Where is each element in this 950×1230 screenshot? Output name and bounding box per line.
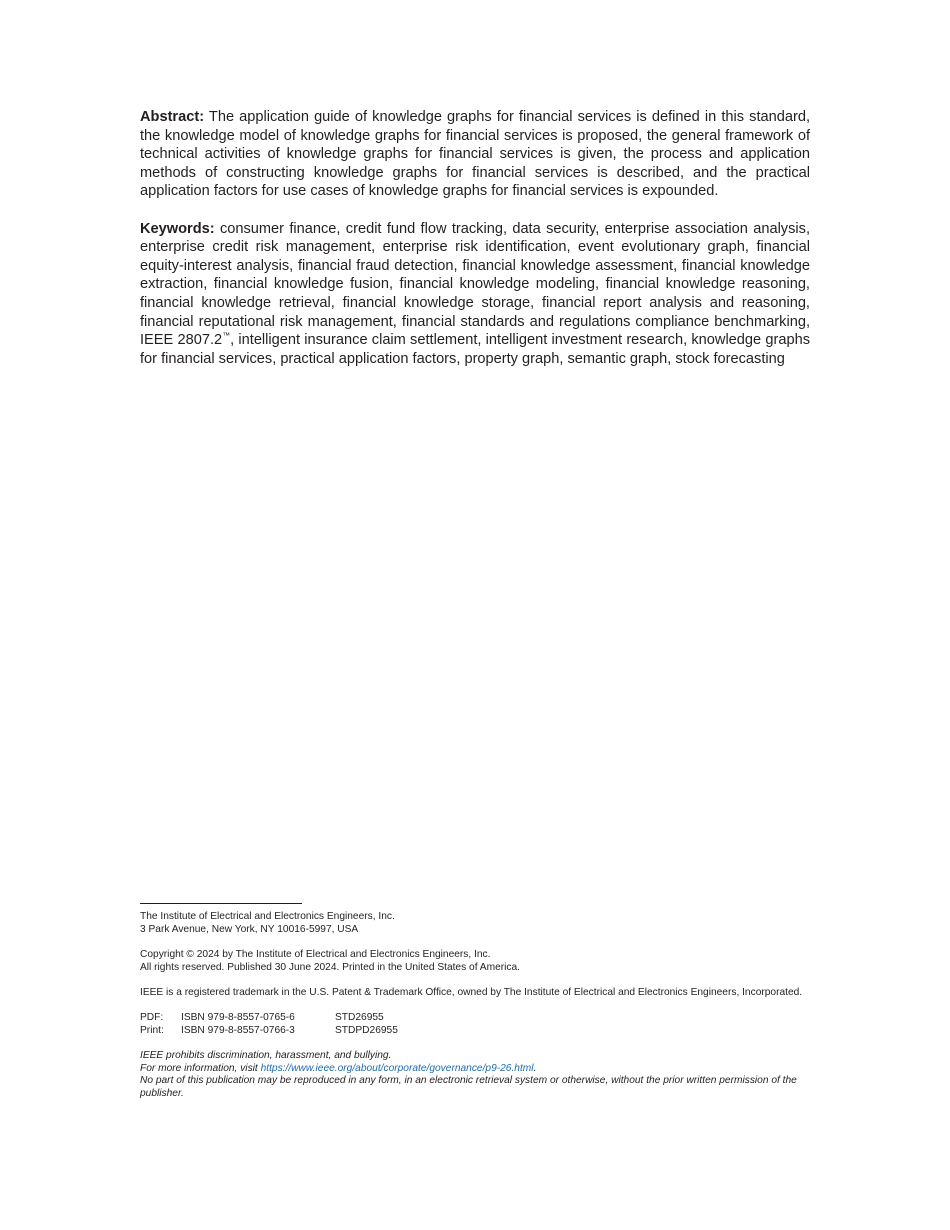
- front-matter-body: [140, 108, 810, 368]
- isbn-number: ISBN 979-8-8557-0766-3: [181, 1024, 295, 1036]
- institute-name: The Institute of Electrical and Electronics Engineers, Inc.: [140, 911, 395, 922]
- isbn-row-print: [140, 1025, 812, 1038]
- isbn-format: Print:: [140, 1024, 164, 1036]
- keywords-label: Keywords:: [140, 220, 215, 237]
- governance-policy-link[interactable]: https://www.ieee.org/about/corporate/governance/p9-26.html: [260, 1062, 534, 1074]
- more-info-prefix: For more information, visit: [140, 1062, 261, 1074]
- isbn-format: PDF:: [140, 1012, 164, 1024]
- more-info-line: [140, 1063, 812, 1076]
- policy-block: [140, 1050, 812, 1101]
- isbn-row-pdf: [140, 1012, 812, 1025]
- keywords-paragraph: [140, 220, 810, 369]
- isbn-std-code: STD26955: [335, 1012, 384, 1024]
- reproduction-notice: No part of this publication may be reproduced in any form, in an electronic retrieval system or otherwise, without the prior written permission of the publisher.: [140, 1075, 797, 1100]
- policy-line: IEEE prohibits discrimination, harassment, and bullying.: [140, 1049, 392, 1061]
- institute-address: 3 Park Avenue, New York, NY 10016-5997, USA: [140, 923, 359, 935]
- isbn-block: [140, 1012, 812, 1037]
- keywords-text-part2: , intelligent insurance claim settlement, intelligent investment research, knowledge graphs for financial services, practical application factors, property graph, semantic graph, stock forecasting: [140, 332, 810, 367]
- copyright-line: Copyright © 2024 by The Institute of Electrical and Electronics Engineers, Inc.: [140, 948, 491, 960]
- rights-line: All rights reserved. Published 30 June 2024. Printed in the United States of America.: [140, 961, 520, 973]
- abstract-paragraph: [140, 108, 810, 201]
- isbn-number: ISBN 979-8-8557-0765-6: [181, 1012, 295, 1024]
- abstract-text: The application guide of knowledge graphs for financial services is defined in this standard, the knowledge model of knowledge graphs for financial services is proposed, the general framework of technical activities of knowledge graphs for financial services is given, the process and application methods of constructing knowledge graphs for financial services is described, and the practical application factors for use cases of knowledge graphs for financial services is expounded.: [140, 109, 811, 200]
- trademark-notice: IEEE is a registered trademark in the U.S. Patent & Trademark Office, owned by The Institute of Electrical and Electronics Engineers, Incorporated.: [140, 986, 803, 998]
- publisher-block: [140, 911, 812, 936]
- footer-divider: [140, 903, 302, 904]
- abstract-label: Abstract:: [140, 109, 205, 125]
- isbn-std-code: STDPD26955: [335, 1024, 398, 1036]
- more-info-suffix: .: [533, 1062, 537, 1074]
- trademark-symbol: ™: [222, 331, 231, 341]
- keywords-text-part1: consumer finance, credit fund flow tracking, data security, enterprise association analysis, enterprise credit risk management, enterprise risk identification, event evolutionary graph, financial equity-interest analysis, financial fraud detection, financial knowledge assessment, financial knowledge extraction, financial knowledge fusion, financial knowledge modeling, financial knowledge reasoning, financial knowledge retrieval, financial knowledge storage, financial report analysis and reasoning, financial reputational risk management, financial standards and regulations compliance benchmarking, IEEE 2807.2: [140, 220, 810, 349]
- publication-footer: [140, 903, 812, 1101]
- trademark-block: [140, 987, 812, 1000]
- copyright-block: [140, 949, 812, 974]
